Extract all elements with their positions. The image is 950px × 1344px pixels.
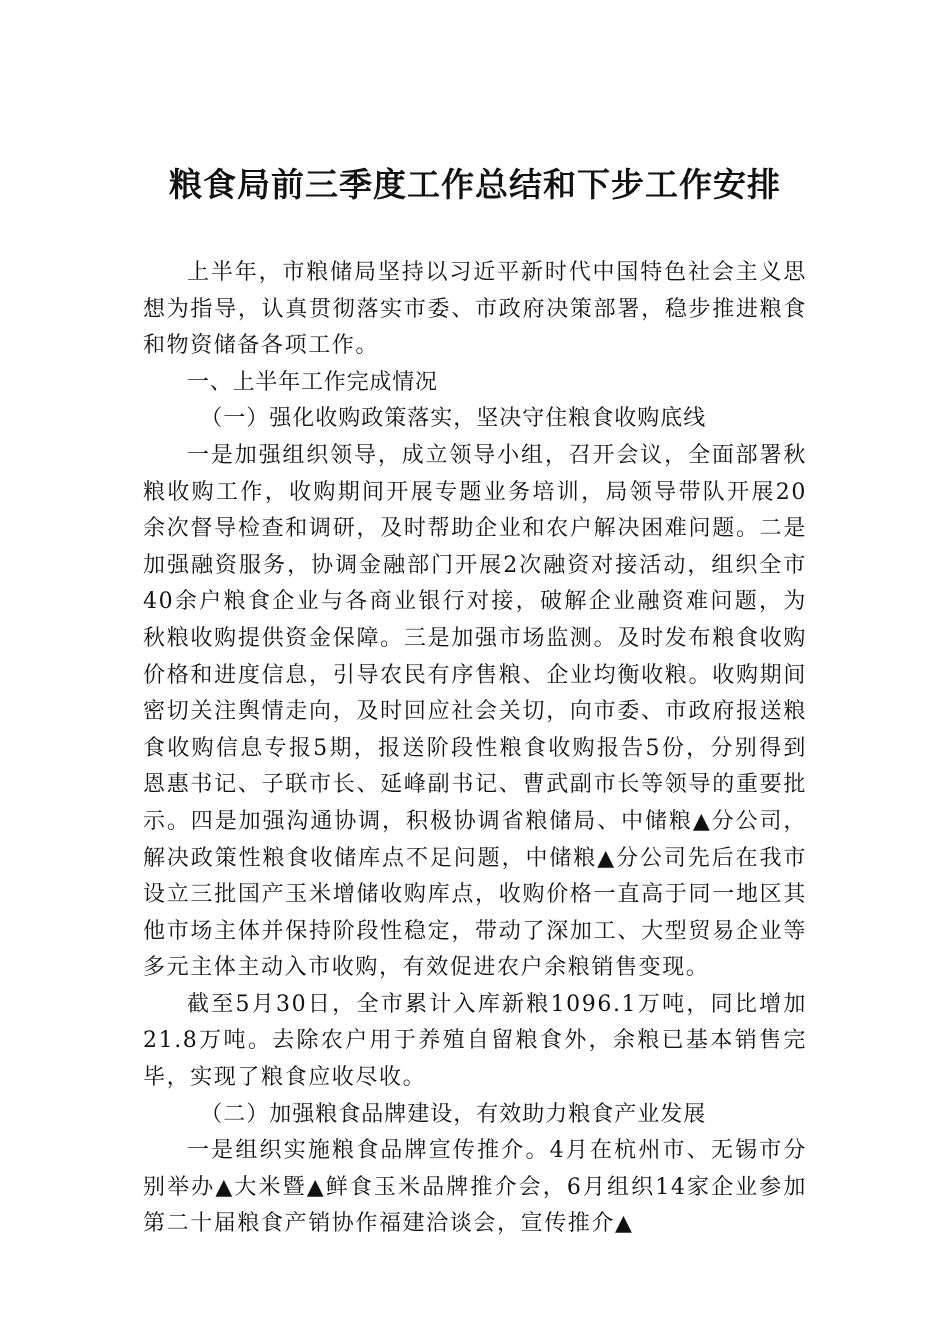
document-title: 粮食局前三季度工作总结和下步工作安排	[169, 165, 781, 204]
body-paragraph-1: 一是加强组织领导，成立领导小组，召开会议，全面部署秋粮收购工作，收购期间开展专题业务培训，局领导带队开展20余次督导检查和调研，及时帮助企业和农户解决困难问题。二是加强融资服务，协调金融部门开展2次融资对接活动，组织全市40余户粮食企业与各商业银行对接，破解企业融资难问题，为秋粮收购提供资金保障。三是加强市场监测。及时发布粮食收购价格和进度信息，引导农民有序售粮、企业均衡收粮。收购期间密切关注舆情走向，及时回应社会关切，向市委、市政府报送粮食收购信息专报5期，报送阶段性粮食收购报告5份，分别得到恩惠书记、子联市长、延峰副书记、曹武副市长等领导的重要批示。四是加强沟通协调，积极协调省粮储局、中储粮▲分公司，解决政策性粮食收储库点不足问题，中储粮▲分公司先后在我市设立三批国产玉米增储收购库点，收购价格一直高于同一地区其他市场主体并保持阶段性稳定，带动了深加工、大型贸易企业等多元主体主动入市收购，有效促进农户余粮销售变现。	[143, 442, 807, 981]
subsection-heading-2: （二）加强粮食品牌建设，有效助力粮食产业发展	[200, 1101, 707, 1127]
intro-paragraph: 上半年，市粮储局坚持以习近平新时代中国特色社会主义思想为指导，认真贯彻落实市委、市政府决策部署，稳步推进粮食和物资储备各项工作。	[143, 260, 807, 359]
body-paragraph-3: 一是组织实施粮食品牌宣传推介。4月在杭州市、无锡市分别举办▲大米暨▲鲜食玉米品牌推介会，6月组织14家企业参加第二十届粮食产销协作福建洽谈会，宣传推介▲	[143, 1138, 807, 1237]
body-paragraph-2: 截至5月30日，全市累计入库新粮1096.1万吨，同比增加21.8万吨。去除农户用于养殖自留粮食外，余粮已基本销售完毕，实现了粮食应收尽收。	[143, 991, 807, 1091]
section-heading-1: 一、上半年工作完成情况	[187, 369, 438, 395]
document-body	[143, 255, 807, 1243]
subsection-heading-1: （一）强化收购政策落实，坚决守住粮食收购底线	[200, 406, 707, 432]
